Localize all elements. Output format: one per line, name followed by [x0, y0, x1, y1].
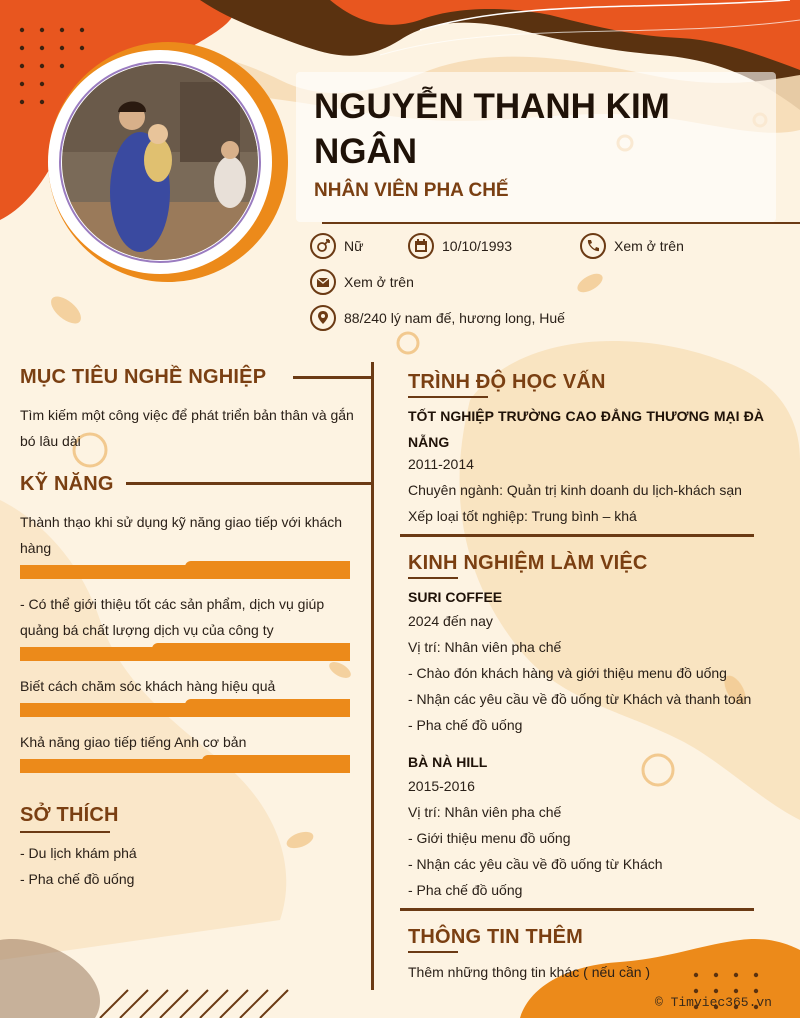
skill-item: Khả năng giao tiếp tiếng Anh cơ bản [20, 734, 247, 750]
phone-value: Xem ở trên [614, 238, 684, 254]
skill-item: Thành thạo khi sử dụng kỹ năng giao tiếp với khách hàng [20, 514, 343, 556]
birthdate-value: 10/10/1993 [442, 238, 513, 254]
objective-heading-line [293, 376, 373, 379]
job-duty: - Pha chế đồ uống [408, 882, 523, 898]
birthdate-row [408, 233, 512, 259]
education-school: TỐT NGHIỆP TRƯỜNG CAO ĐẲNG THƯƠNG MẠI ĐÀ NẴNG [408, 408, 764, 450]
job-title: NHÂN VIÊN PHA CHẾ [314, 180, 509, 201]
experience-heading: KINH NGHIỆM LÀM VIỆC [408, 552, 648, 574]
envelope-icon [310, 269, 336, 295]
location-pin-icon [310, 305, 336, 331]
section-divider [400, 534, 754, 537]
email-row [310, 269, 414, 295]
extra-heading-line [408, 951, 458, 953]
extra-heading: THÔNG TIN THÊM [408, 926, 584, 948]
education-heading: TRÌNH ĐỘ HỌC VẤN [408, 371, 606, 393]
job-duty: - Nhận các yêu cầu về đồ uống từ Khách và thanh toán [408, 691, 752, 707]
education-grade: Xếp loại tốt nghiệp: Trung bình – khá [408, 508, 637, 524]
education-period: 2011-2014 [408, 456, 474, 472]
phone-icon [580, 233, 606, 259]
job-duty: - Nhận các yêu cầu về đồ uống từ Khách [408, 856, 663, 872]
job-duty: - Pha chế đồ uống [408, 717, 523, 733]
skills-heading: KỸ NĂNG [20, 473, 114, 495]
section-divider [400, 908, 754, 911]
skill-bar [20, 703, 350, 717]
job-duty: - Giới thiệu menu đồ uống [408, 830, 571, 846]
address-row [310, 305, 565, 331]
gender-icon [310, 233, 336, 259]
email-value: Xem ở trên [344, 274, 414, 290]
hobby-item: - Pha chế đồ uống [20, 871, 135, 887]
hobbies-heading-line [20, 831, 110, 833]
skill-bar [20, 647, 350, 661]
avatar [60, 62, 260, 262]
skill-bar [20, 759, 350, 773]
skills-heading-line [126, 482, 373, 485]
hobby-item: - Du lịch khám phá [20, 845, 137, 861]
address-value: 88/240 lý nam đế, hương long, Huế [344, 310, 565, 326]
column-divider [371, 362, 374, 990]
watermark: © Timviec365.vn [654, 995, 772, 1010]
job-position: Vị trí: Nhân viên pha chế [408, 804, 562, 820]
header-divider [322, 222, 800, 224]
skill-item: Biết cách chăm sóc khách hàng hiệu quả [20, 678, 276, 694]
calendar-icon [408, 233, 434, 259]
phone-row [580, 233, 684, 259]
skill-bar [20, 565, 350, 579]
job-company: SURI COFFEE [408, 589, 503, 605]
experience-heading-line [408, 577, 458, 579]
job-period: 2015-2016 [408, 778, 475, 794]
education-major: Chuyên ngành: Quản trị kinh doanh du lịch-khách sạn [408, 482, 742, 498]
job-duty: - Chào đón khách hàng và giới thiệu menu đồ uống [408, 665, 727, 681]
job-period: 2024 đến nay [408, 613, 493, 629]
job-company: BÀ NÀ HILL [408, 754, 488, 770]
objective-heading: MỤC TIÊU NGHỀ NGHIỆP [20, 366, 267, 388]
gender-row [310, 233, 363, 259]
job-position: Vị trí: Nhân viên pha chế [408, 639, 562, 655]
hobbies-heading: SỞ THÍCH [20, 804, 119, 826]
education-heading-line [408, 396, 488, 398]
objective-text: Tìm kiếm một công việc để phát triển bản thân và gắn bó lâu dài [20, 407, 354, 449]
skill-item: - Có thể giới thiệu tốt các sản phẩm, dịch vụ giúp quảng bá chất lượng dịch vụ của công ty [20, 596, 325, 638]
extra-text: Thêm những thông tin khác ( nếu cần ) [408, 964, 651, 980]
candidate-name: NGUYỄN THANH KIM NGÂN [314, 87, 670, 171]
gender-value: Nữ [344, 238, 364, 254]
